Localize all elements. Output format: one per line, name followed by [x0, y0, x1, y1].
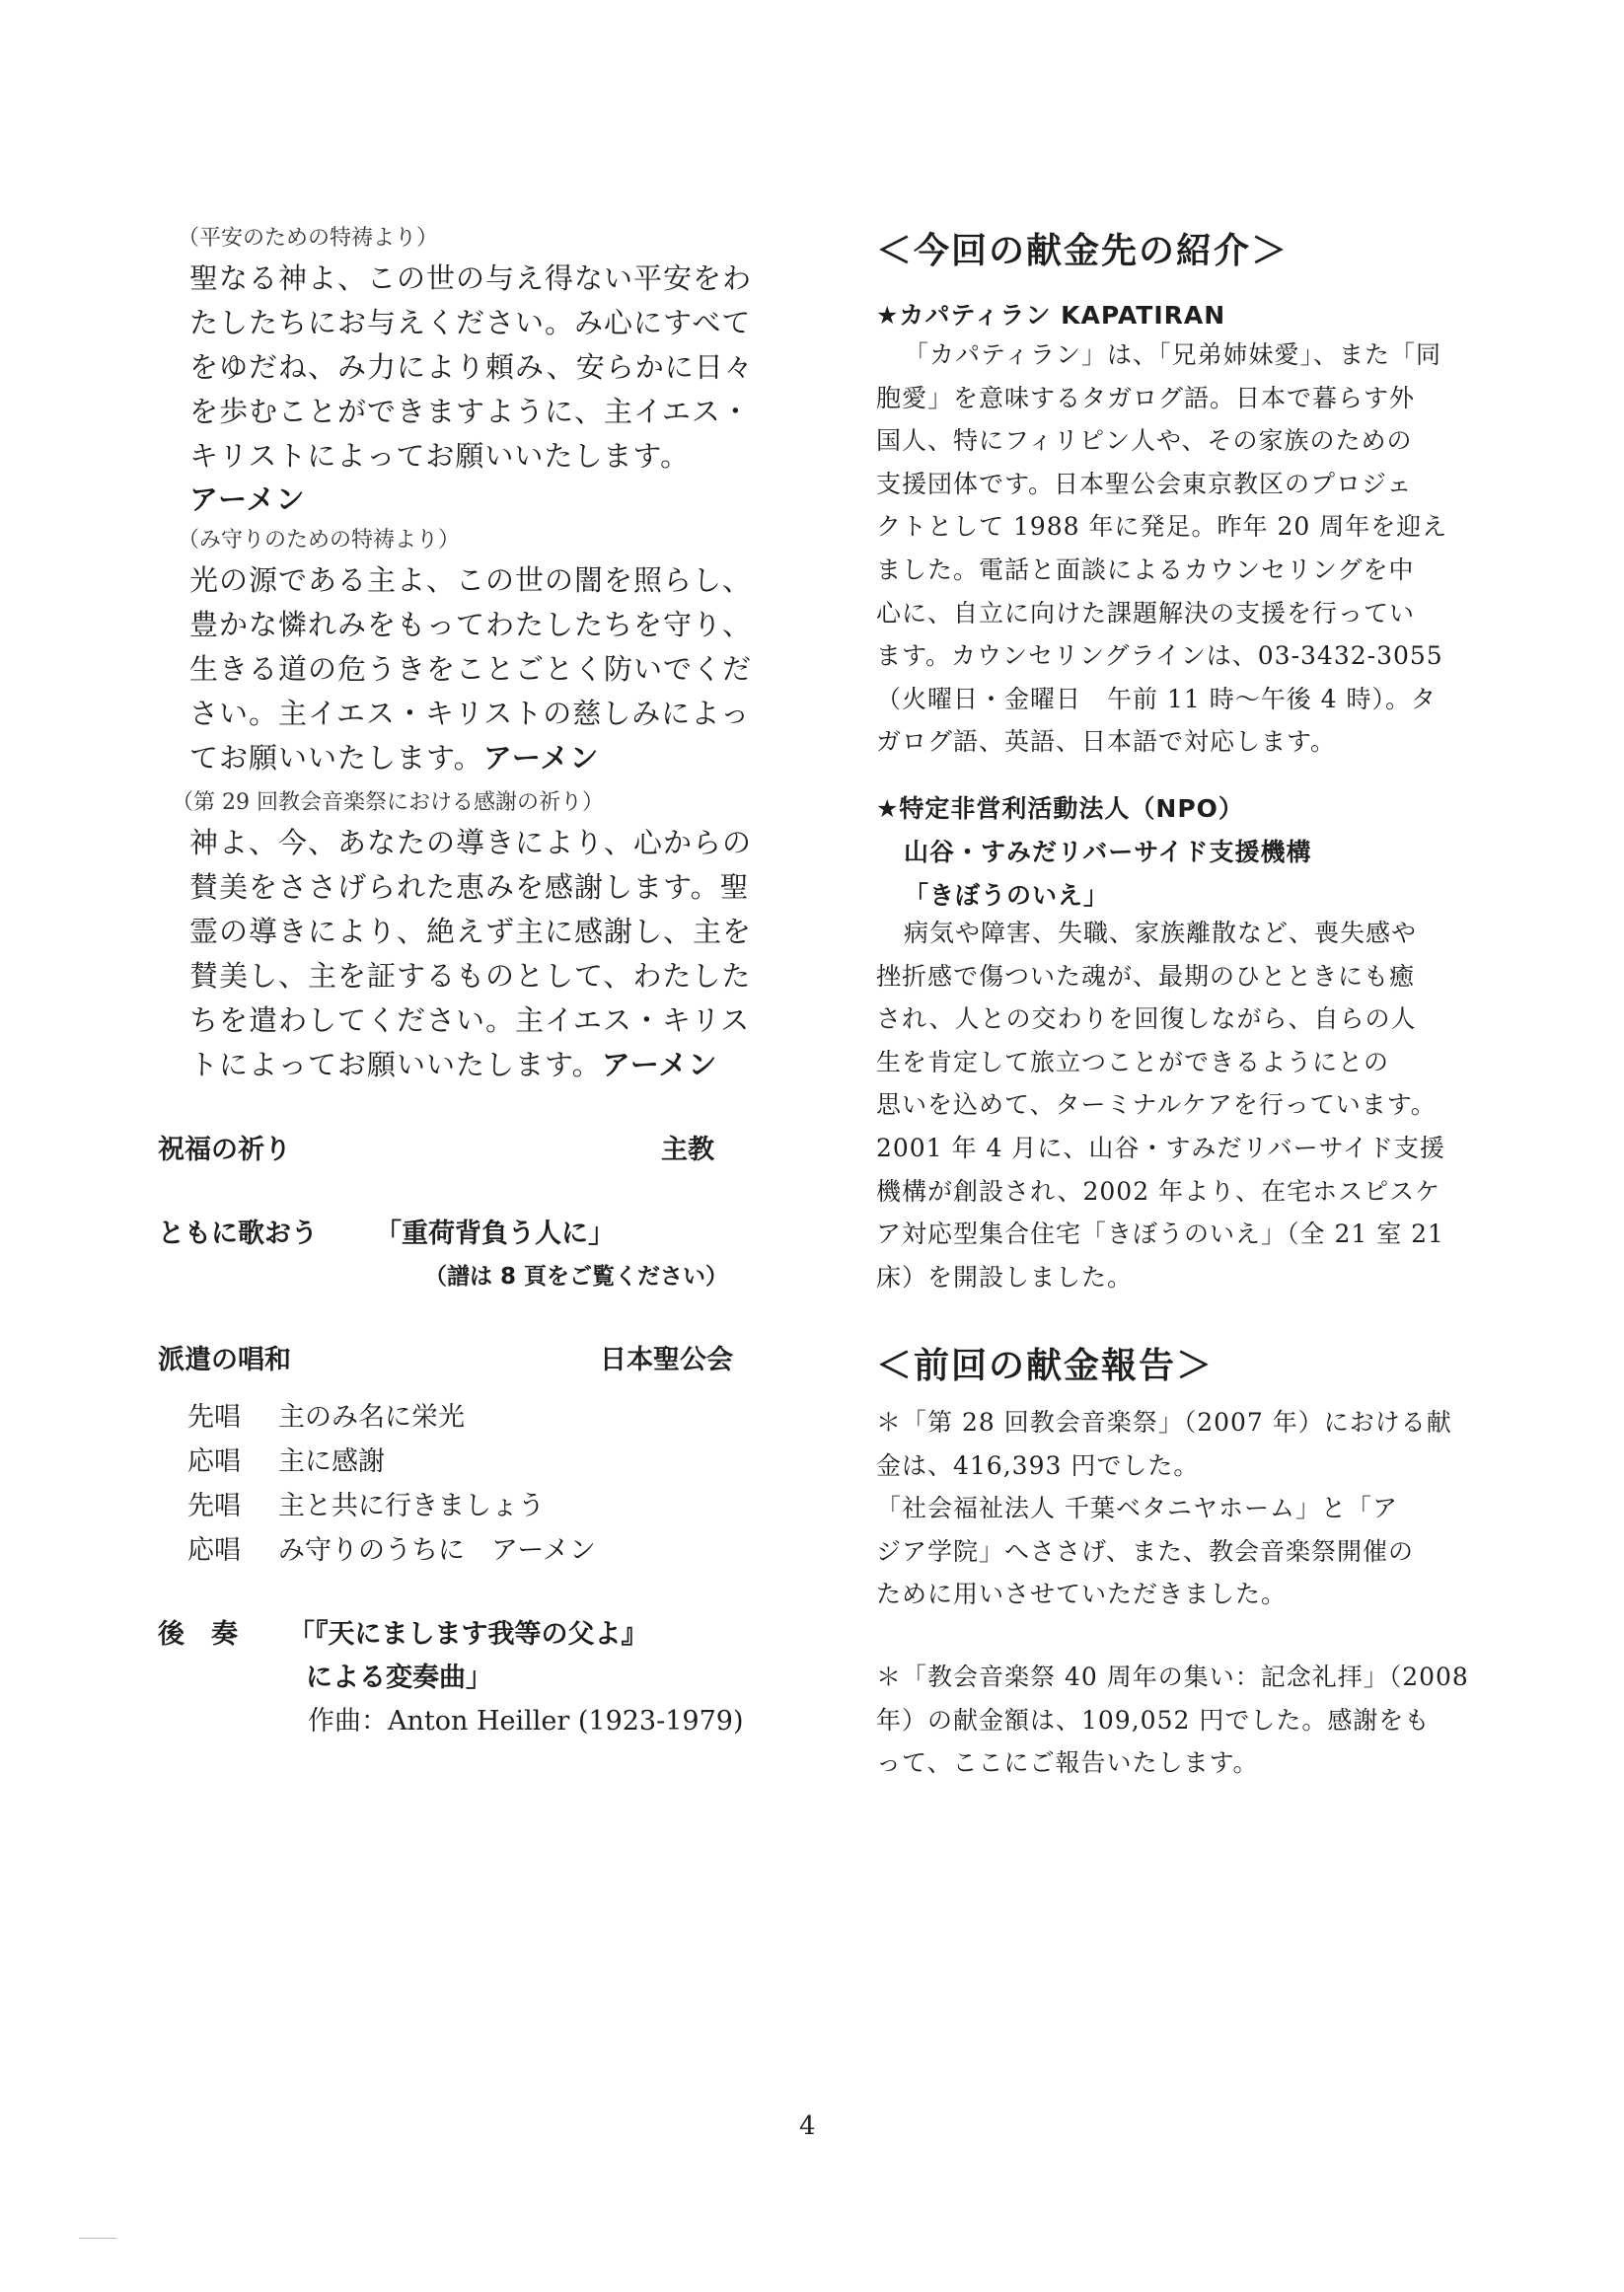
dismissal-by: 日本聖公会	[600, 1345, 733, 1375]
postlude-title: 「『天にまします我等の父よ』	[288, 1619, 648, 1650]
amen: アーメン	[189, 482, 306, 516]
org-description: 病気や障害、失職、家族離散など、喪失感や 挫折感で傷ついた魂が、最期のひとときにも癒 され、人との交わりを回復しながら、自らの人 生を肯定して旅立つことができるようにとの 思いを込めて、ターミナルケアを行っています。 2001 年 4 月に、山谷・すみだリバーサイド支援 機構が創設され、2002 年より、在宅ホスピスケ ア対応型集合住宅「きぼうのいえ」（全 21 室 21 床）を開設しました。	[876, 919, 1445, 1292]
responses	[187, 1395, 596, 1573]
hymn-note: （譜は 8 頁をご覧ください）	[424, 1264, 729, 1290]
dismissal-label: 派遣の唱和	[158, 1345, 291, 1375]
prayer-text: 神よ、今、あなたの導きにより、心からの 賛美をささげられた恵みを感謝します。聖 霊の導きにより、絶えず主に感謝し、主を 賛美し、主を証するものとして、わたした ちを遣わしてください。主イエス・キリス トによってお願いいたします。アーメン	[189, 826, 753, 1081]
postlude-title-2: による変奏曲」	[306, 1663, 492, 1693]
org-name-2: 山谷・すみだリバーサイド支援機構	[904, 838, 1312, 866]
hymn-label: ともに歌おう	[158, 1219, 318, 1249]
section-title-donation: ＜今回の献金先の紹介＞	[876, 231, 1290, 271]
response-row: 応唱 主に感謝	[187, 1446, 385, 1477]
hymn-title: 「重荷背負う人に」	[375, 1219, 615, 1249]
scan-artifact	[79, 2238, 116, 2239]
section-title-report: ＜前回の献金報告＞	[876, 1346, 1215, 1386]
report-text: ＊「教会音楽祭 40 周年の集い：記念礼拝」（2008 年）の献金額は、109,052 円でした。感謝をも って、ここにご報告いたします。	[876, 1663, 1469, 1778]
report-text: ＊「第 28 回教会音楽祭」（2007 年）における献 金は、416,393 円でした。 「社会福祉法人 千葉ベタニヤホーム」と「ア ジア学院」へささげ、また、教会音楽祭開催の ために用いさせていただきました。	[876, 1408, 1452, 1609]
prayer-text: 聖なる神よ、この世の与え得ない平安をわ たしたちにお与えください。み心にすべて をゆだね、み力により頼み、安らかに日々 を歩むことができますように、主イエス・ キリストによってお願いいたします。	[189, 261, 754, 473]
amen: アーメン	[601, 1048, 718, 1081]
prayer-heading: （平安のための特祷より）	[178, 226, 439, 251]
prayer-heading: （み守りのための特祷より）	[178, 528, 461, 553]
response-row: 先唱 主と共に行きましょう	[187, 1491, 545, 1521]
org-description: 「カパティラン」は、「兄弟姉妹愛」、また「同 胞愛」を意味するタガログ語。日本で暮らす外 国人、特にフィリピン人や、その家族のための 支援団体です。日本聖公会東京教区のプロジェ クトとして 1988 年に発足。昨年 20 周年を迎え ました。電話と面談によるカウンセリングを中 心に、自立に向けた課題解決の支援を行ってい ます。カウンセリングラインは、03-3432-3055 （火曜日・金曜日 午前 11 時～午後 4 時）。タ ガログ語、英語、日本語で対応します。	[876, 340, 1448, 757]
composer: 作曲：Anton Heiller (1923-1979)	[308, 1706, 744, 1737]
page-number: 4	[799, 2111, 816, 2141]
org-name-3: 「きぼうのいえ」	[904, 881, 1110, 910]
postlude-label: 後 奏	[158, 1619, 238, 1650]
prayer-text: 光の源である主よ、この世の闇を照らし、 豊かな憐れみをもってわたしたちを守り、 生きる道の危うきをことごとく防いでくだ さい。主イエス・キリストの慈しみによっ てお願いいたします。アーメン	[189, 563, 753, 775]
org-name: ★カパティラン KAPATIRAN	[876, 301, 1226, 330]
org-name: ★特定非営利活動法人（NPO）	[876, 794, 1244, 823]
response-row: 応唱 み守りのうちに アーメン	[187, 1535, 596, 1566]
prayer-heading: （第 29 回教会音楽祭における感謝の祈り）	[172, 790, 604, 815]
amen: アーメン	[482, 741, 600, 775]
response-row: 先唱 主のみ名に栄光	[187, 1402, 465, 1433]
blessing-by: 主教	[661, 1135, 714, 1165]
blessing-label: 祝福の祈り	[158, 1135, 291, 1165]
